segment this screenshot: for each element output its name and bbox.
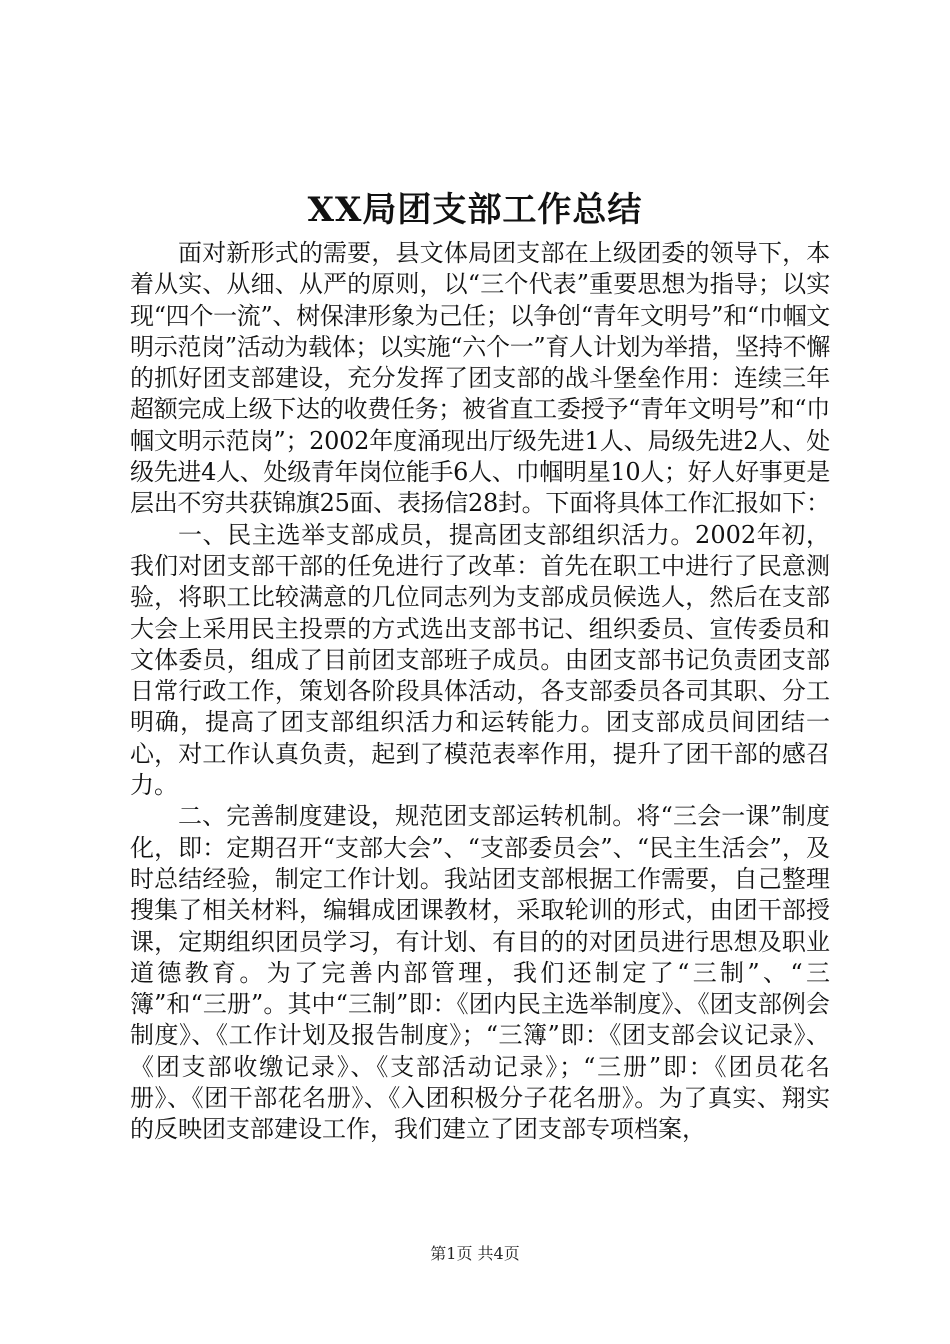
paragraph-intro: 面对新形式的需要，县文体局团支部在上级团委的领导下，本着从实、从细、从严的原则，以“三个代表”重要思想为指导；以实现“四个一流”、树保津形象为己任；以争创“青年文明号”和“巾帼文明示范岗”活动为载体；以实施“六个一”育人计划为举措，坚持不懈的抓好团支部建设，充分发挥了团支部的战斗堡垒作用：连续三年超额完成上级下达的收费任务；被省直工委授予“青年文明号”和“巾帼文明示范岗”；2002年度涌现出厅级先进1人、局级先进2人、处级先进4人、处级青年岗位能手6人、巾帼明星10人；好人好事更是层出不穷共获锦旗25面、表扬信28封。下面将具体工作汇报如下： [130, 239, 830, 518]
page-number-footer: 第1页 共4页 [430, 1244, 520, 1263]
document-title: XX局团支部工作总结 [307, 190, 643, 230]
document-body [130, 238, 830, 1146]
paragraph-section-1: 一、民主选举支部成员，提高团支部组织活力。2002年初，我们对团支部干部的任免进行了改革：首先在职工中进行了民意测验，将职工比较满意的几位同志列为支部成员候选人，然后在支部大会上采用民主投票的方式选出支部书记、组织委员、宣传委员和文体委员，组成了目前团支部班子成员。由团支部书记负责团支部日常行政工作，策划各阶段具体活动，各支部委员各司其职、分工明确，提高了团支部组织活力和运转能力。团支部成员间团结一心，对工作认真负责，起到了模范表率作用，提升了团干部的感召力。 [130, 520, 830, 800]
paragraph-section-2: 二、完善制度建设，规范团支部运转机制。将“三会一课”制度化，即：定期召开“支部大会”、“支部委员会”、“民主生活会”，及时总结经验，制定工作计划。我站团支部根据工作需要，自己整理搜集了相关材料，编辑成团课教材，采取轮训的形式，由团干部授课，定期组织团员学习，有计划、有目的的对团员进行思想及职业道德教育。为了完善内部管理，我们还制定了“三制”、“三簿”和“三册”。其中“三制”即：《团内民主选举制度》、《团支部例会制度》、《工作计划及报告制度》；“三簿”即：《团支部会议记录》、《团支部收缴记录》、《支部活动记录》；“三册”即：《团员花名册》、《团干部花名册》、《入团积极分子花名册》。为了真实、翔实的反映团支部建设工作，我们建立了团支部专项档案， [130, 802, 830, 1144]
